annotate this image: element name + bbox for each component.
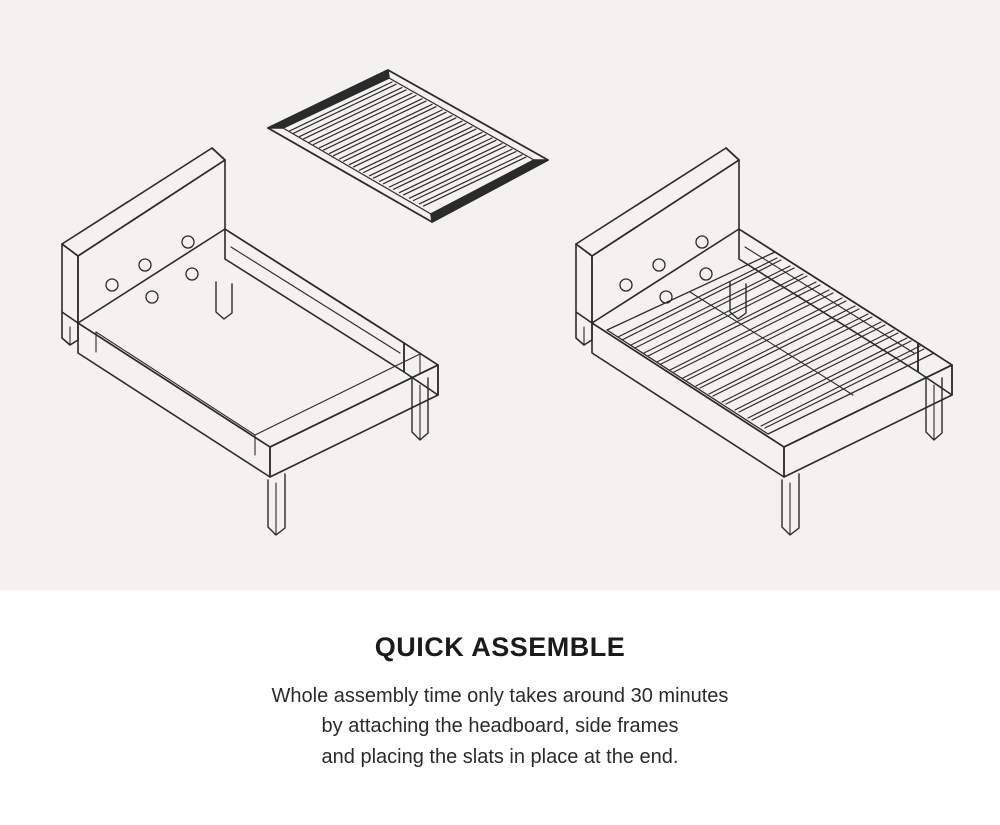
caption-body: [0, 663, 1000, 772]
caption-line-2: by attaching the headboard, side frames: [321, 715, 679, 738]
bed-frame-with-slats-illustration: [576, 148, 952, 535]
caption-line-1: Whole assembly time only takes around 30 minutes: [271, 685, 729, 707]
caption-line-3: and placing the slats in place at the end.: [321, 745, 679, 768]
caption-title: QUICK ASSEMBLE: [374, 632, 626, 662]
bed-frame-empty-illustration: [62, 148, 438, 535]
slat-roll-illustration: [268, 70, 548, 222]
caption-panel: [0, 590, 1000, 825]
